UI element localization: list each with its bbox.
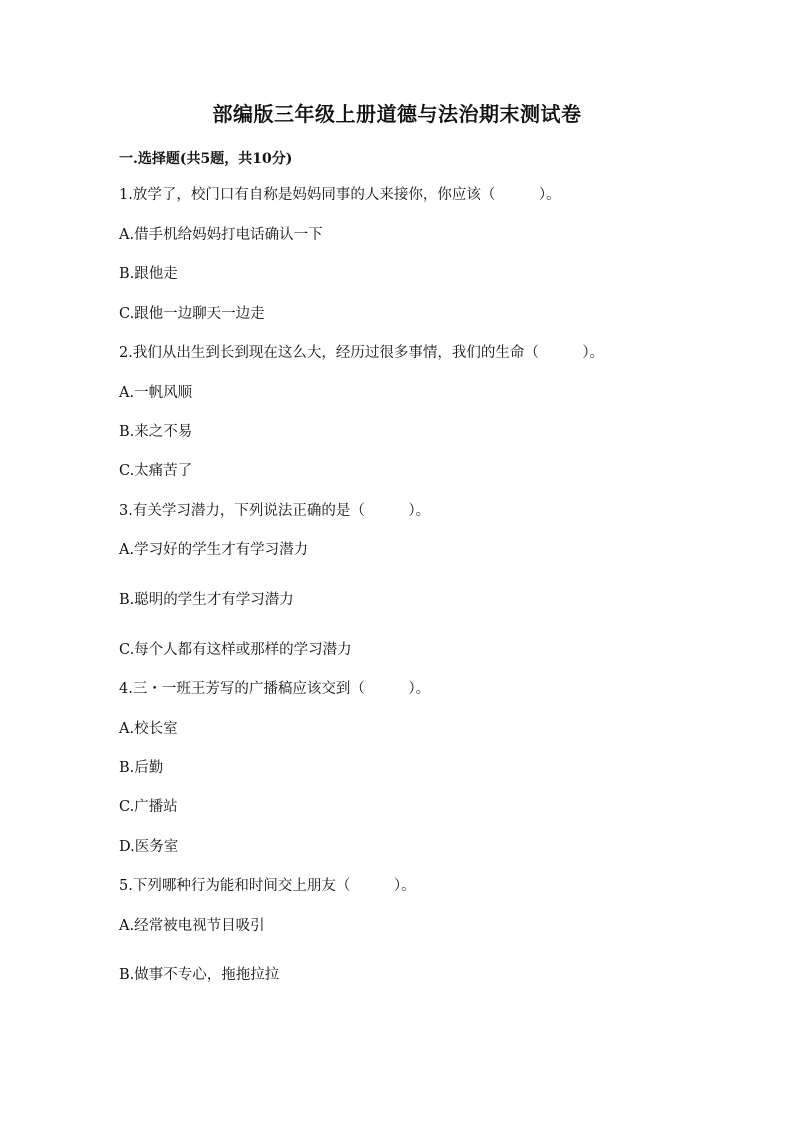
- section-heading: 一.选择题(共5题，共10分): [119, 151, 293, 167]
- question-5-option-a: A.经常被电视节目吸引: [119, 918, 265, 934]
- question-1-option-a: A.借手机给妈妈打电话确认一下: [119, 227, 323, 243]
- question-2-option-a: A.一帆风顺: [119, 385, 193, 401]
- question-5-option-b: B.做事不专心，拖拖拉拉: [119, 967, 280, 983]
- question-2-option-b: B.来之不易: [119, 424, 193, 440]
- question-4-option-a: A.校长室: [119, 721, 178, 737]
- question-4-option-c: C.广播站: [119, 799, 178, 815]
- question-4: 4.三・一班王芳写的广播稿应该交到（ ）。: [119, 681, 431, 697]
- question-4-option-d: D.医务室: [119, 839, 179, 855]
- question-3-option-b: B.聪明的学生才有学习潜力: [119, 592, 294, 608]
- question-3-option-a: A.学习好的学生才有学习潜力: [119, 542, 309, 558]
- question-5: 5.下列哪种行为能和时间交上朋友（ ）。: [119, 878, 416, 894]
- exam-title: 部编版三年级上册道德与法治期末测试卷: [212, 102, 582, 126]
- question-3: 3.有关学习潜力，下列说法正确的是（ ）。: [119, 503, 431, 519]
- question-2: 2.我们从出生到长到现在这么大，经历过很多事情，我们的生命（ ）。: [119, 345, 605, 361]
- question-1-option-b: B.跟他走: [119, 266, 178, 282]
- question-2-option-c: C.太痛苦了: [119, 463, 193, 479]
- question-1: 1.放学了，校门口有自称是妈妈同事的人来接你，你应该（ ）。: [119, 187, 561, 203]
- question-3-option-c: C.每个人都有这样或那样的学习潜力: [119, 642, 352, 658]
- question-1-option-c: C.跟他一边聊天一边走: [119, 306, 265, 322]
- question-4-option-b: B.后勤: [119, 760, 164, 776]
